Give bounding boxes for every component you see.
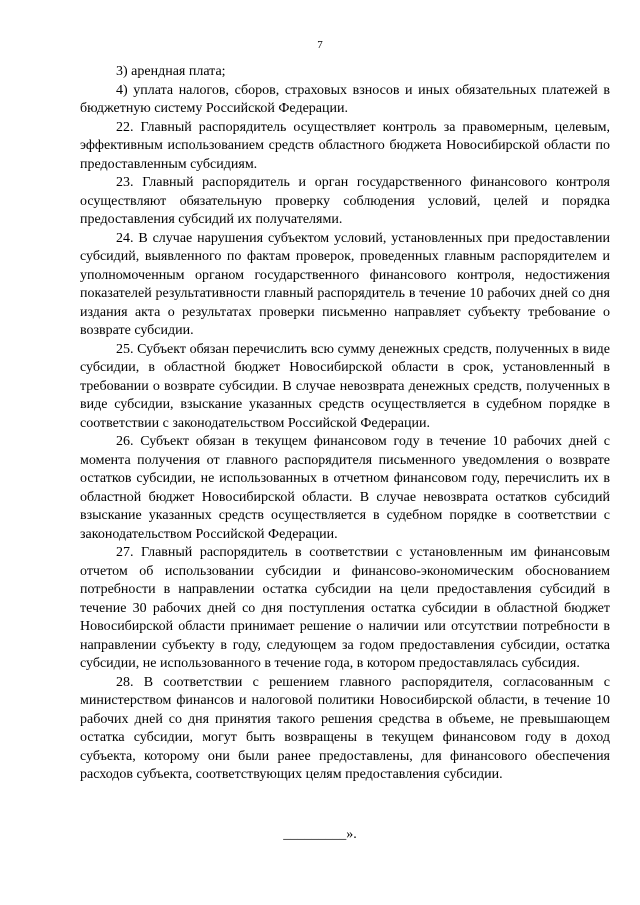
closing-mark: _________». [283, 827, 357, 842]
paragraph-item-3-rent: 3) арендная плата; [116, 64, 226, 79]
document-body [80, 63, 610, 785]
page-number: 7 [317, 39, 323, 51]
paragraph-25: 25. Субъект обязан перечислить всю сумму денежных средств, полученных в виде субсидии, в областной бюджет Новосибирской области в срок, установленный в требовании о возврате субсидии. В случае невозврата денежных средств, полученных в виде субсидии, взыскание указанных средств осуществляется в судебном порядке в соответствии с законодательством Российской Федерации. [80, 341, 610, 431]
paragraph-24: 24. В случае нарушения субъектом условий, установленных при предоставлении субсидий, выявленного по фактам проверок, проведенных главным распорядителем и уполномоченным органом государственного финансового контроля, недостижения показателей результативности главный распорядитель в течение 10 рабочих дней со дня издания акта о результатах проверки письменно направляет субъекту требование о возврате субсидии. [80, 230, 610, 338]
paragraph-22: 22. Главный распорядитель осуществляет контроль за правомерным, целевым, эффективным использованием средств областного бюджета Новосибирской области по предоставленным субсидиям. [80, 119, 610, 172]
paragraph-23: 23. Главный распорядитель и орган государственного финансового контроля осуществляют обязательную проверку соблюдения условий, целей и порядка предоставления субсидий их получателями. [80, 175, 610, 227]
paragraph-27: 27. Главный распорядитель в соответствии с установленным им финансовым отчетом об использовании субсидии и финансово-экономическим обоснованием потребности в направлении остатка субсидии на цели предоставления субсидий в течение 30 рабочих дней со дня поступления остатка субсидии в областной бюджет Новосибирской области принимает решение о наличии или отсутствии потребности в направлении субъекту в году, следующем за годом предоставления субсидии, остатка субсидии, не использованного в течение года, в котором предоставлялась субсидия. [80, 545, 610, 671]
paragraph-item-4-taxes: 4) уплата налогов, сборов, страховых взносов и иных обязательных платежей в бюджетную систему Российской Федерации. [80, 82, 610, 116]
paragraph-26: 26. Субъект обязан в текущем финансовом году в течение 10 рабочих дней с момента получения от главного распорядителя письменного уведомления о возврате остатков субсидии, не использованных в отчетном финансовом году, перечислить их в областной бюджет Новосибирской области. В случае невозврата остатков субсидий взыскание указанных средств осуществляется в судебном порядке в соответствии с законодательством Российской Федерации. [80, 434, 610, 542]
paragraph-28: 28. В соответствии с решением главного распорядителя, согласованным с министерством финансов и налоговой политики Новосибирской области, в течение 10 рабочих дней со дня принятия такого решения средства в объеме, не превышающем остатка субсидии, могут быть возвращены в текущем финансовом году в доход субъекта, которому они были ранее предоставлены, для финансового обеспечения расходов субъекта, соответствующих целям предоставления субсидии. [80, 674, 610, 782]
